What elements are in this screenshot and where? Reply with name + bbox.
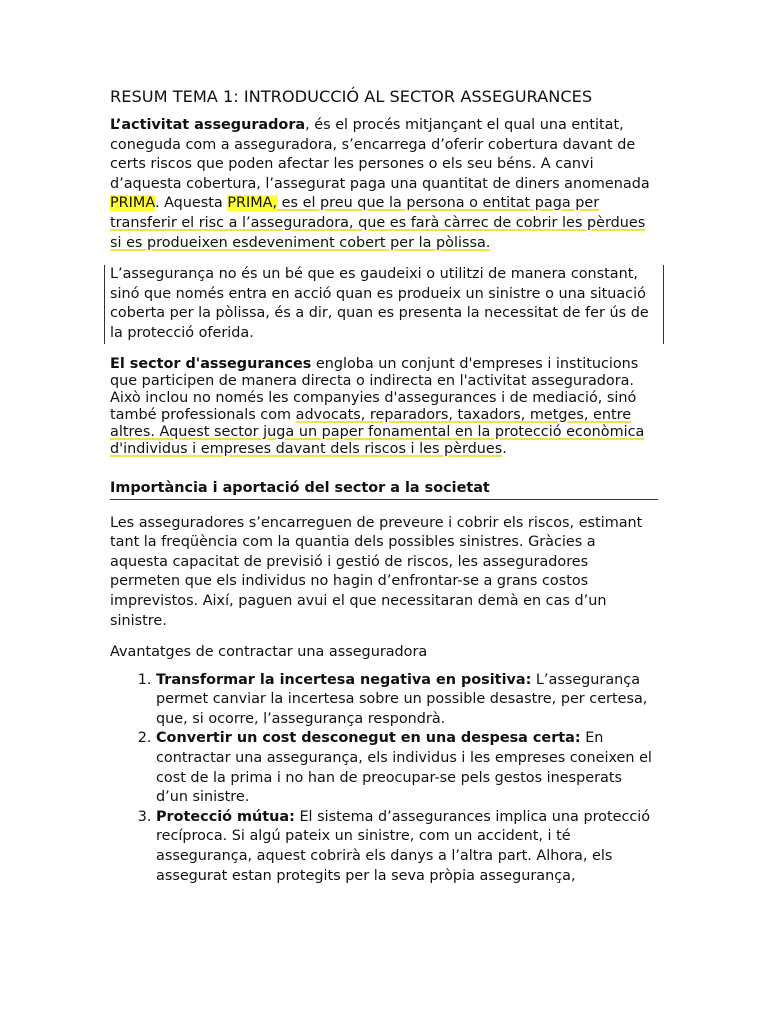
term-insurance-sector: El sector d'assegurances	[110, 355, 312, 372]
list-item: 3. Protecció mútua: El sistema d’assegurances implica una protecció recíproca. Si algú pateix un sinistre, com un accident, i té assegurança, aquest cobrirà els danys a l’altra part. Alhora, els assegurat estan protegits per la seva pròpia assegurança,	[156, 808, 658, 886]
underlined-sector-professionals: advocats, reparadors, taxadors, metges, entre altres. Aquest sector juga un paper fonamental en la protecció econòmica d'individus i empreses davant dels riscos i les pèrdues	[110, 406, 645, 457]
paragraph-insurance-nature: L’assegurança no és un bé que es gaudeixi o utilitzi de manera constant, sinó que només entra en acció quan es produeix un sinistre o una situació coberta per la pòlissa, és a dir, quan es presenta la necessitat de fer ús de la protecció oferida.	[110, 266, 649, 341]
term-insurance-activity: L’activitat asseguradora	[110, 117, 306, 133]
list-item: 2. Convertir un cost desconegut en una despesa certa: En contractar una assegurança, els individus i les empreses coneixen el cost de la prima i no han de preocupar-se pels gestos inesperats d’un sinistre.	[156, 729, 658, 807]
section-heading: Importància i aportació del sector a la societat	[110, 478, 658, 500]
underlined-prima-definition: es el preu que la persona o entitat paga per transferir el risc a l’asseguradora, que es farà càrrec de cobrir les pèrdues si es produeixen esdeveniment cobert per la pòlissa.	[110, 195, 646, 251]
advantages-list	[110, 671, 658, 887]
paragraph-insurance-sector: El sector d'assegurances engloba un conjunt d'empreses i institucions que participen de manera directa o indirecta en l'activitat asseguradora. Això inclou no només les companyies d'assegurances i de mediació, sinó també professionals com advocats, reparadors, taxadors, metges, entre altres. Aquest sector juga un paper fonamental en la protecció econòmica d'individus i empreses davant dels riscos i les pèrdues.	[110, 355, 645, 457]
bordered-paragraph	[110, 265, 658, 343]
highlight-prima-2: PRIMA,	[227, 195, 278, 212]
list-item: 1. Transformar la incertesa negativa en positiva: L’assegurança permet canviar la incertesa sobre un possible desastre, per certesa, que, si ocorre, l’assegurança respondrà.	[156, 671, 658, 730]
document-page	[110, 86, 658, 886]
paragraph-importance: Les asseguradores s’encarreguen de preveure i cobrir els riscos, estimant tant la freqüència com la quantia dels possibles sinistres. Gràcies a aquesta capacitat de previsió i gestió de riscos, les asseguradores permeten que els individus no hagin d’enfrontar-se a grans costos imprevistos. Així, paguen avui el que necessitaran demà en cas d’un sinistre.	[110, 514, 643, 629]
advantages-intro: Avantatges de contractar una asseguradora	[110, 644, 428, 661]
paragraph-insurance-activity: L’activitat asseguradora, és el procés mitjançant el qual una entitat, coneguda com a asseguradora, s’encarrega d’oferir cobertura davant de certs riscos que poden afectar les persones o els seu béns. A canvi d’aquesta cobertura, l’assegurat paga una quantitat de diners anomenada PRIMA. Aquesta PRIMA, es el preu que la persona o entitat paga per transferir el risc a l’asseguradora, que es farà càrrec de cobrir les pèrdues si es produeixen esdeveniment cobert per la pòlissa.	[110, 117, 650, 251]
highlight-prima: PRIMA	[110, 195, 155, 212]
document-title: RESUM TEMA 1: INTRODUCCIÓ AL SECTOR ASSEGURANCES	[110, 87, 593, 106]
